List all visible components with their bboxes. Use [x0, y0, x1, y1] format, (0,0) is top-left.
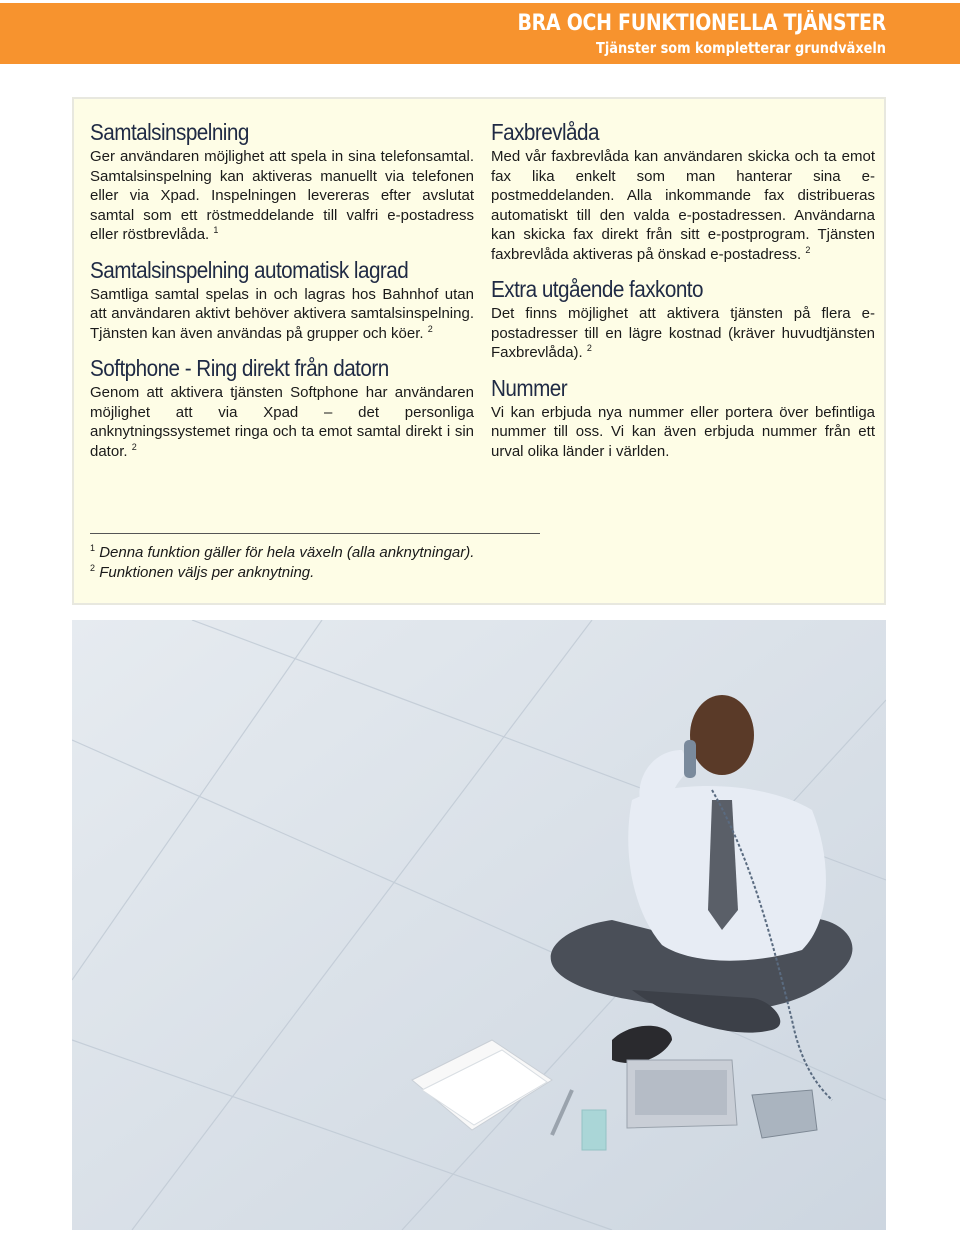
section-extra-faxkonto [491, 274, 875, 363]
footnotes [90, 533, 790, 583]
footnote-1: $^1$ Denna funktion gäller för hela växeln (alla anknytningar). [90, 543, 475, 561]
footnote-ref: 2 [131, 441, 137, 452]
section-body: Genom att aktivera tjänsten Softphone har användaren möjlighet att via Xpad – det personliga anknytningssystemet ringa och ta emot samtal direkt i sin dator. $^2$ [90, 384, 474, 460]
section-body: Samtliga samtal spelas in och lagras hos Bahnhof utan att användaren aktivt behöver aktivera samtalsinspelning. Tjänsten kan även användas på grupper och köer. $^2$ [90, 285, 474, 342]
left-column [90, 117, 474, 471]
section-title: Samtalsinspelning automatisk lagrad [90, 256, 409, 283]
page-subtitle: Tjänster som kompletterar grundväxeln [596, 39, 886, 57]
section-body: Det finns möjlighet att aktivera tjänsten på flera e-postadresser till en lägre kostnad (kräver huvudtjänsten Faxbrevlåda). $^2$ [491, 305, 875, 361]
footnote-ref: 1 [213, 225, 219, 235]
right-column [491, 117, 875, 471]
section-title: Softphone - Ring direkt från datorn [90, 355, 389, 381]
header-banner [0, 3, 960, 64]
section-title: Faxbrevlåda [491, 119, 599, 145]
section-title: Samtalsinspelning [90, 119, 249, 145]
footnote-ref: 2 [805, 244, 811, 255]
section-body: Med vår faxbrevlåda kan användaren skicka och ta emot fax lika enkelt som man hanterar sina e-postmeddelanden. Alla inkommande fax distribueras automatiskt till den valda e-postadressen. Användarna kan skicka fax direkt från sitt e-postprogram. Tjänsten faxbrevlåda aktiveras på önskad e-postadress. $^2$ [491, 148, 875, 263]
footnote-divider [90, 533, 540, 534]
section-nummer [491, 373, 875, 462]
services-panel [72, 97, 886, 605]
page-title: BRA OCH FUNKTIONELLA TJÄNSTER [517, 11, 886, 36]
section-title: Extra utgående faxkonto [491, 276, 703, 302]
businessman-on-phone-photo [72, 620, 886, 1230]
section-body: Ger användaren möjlighet att spela in sina telefonsamtal. Samtalsinspelning kan aktiveras manuellt via telefonen eller via Xpad. Inspelningen levereras efter avslutat samtal som ett röstmeddelande till valfri e-postadress eller röstbrevlåda. $^1$ [90, 148, 474, 243]
section-title: Nummer [491, 374, 568, 401]
section-samtalsinspelning-automatisk [90, 255, 474, 344]
section-samtalsinspelning [90, 117, 474, 245]
section-body: Vi kan erbjuda nya nummer eller portera över befintliga nummer till oss. Vi kan även erbjuda nummer från ett urval olika länder i världen. [491, 403, 875, 460]
footnote-2: $^2$ Funktionen väljs per anknytning. [90, 563, 315, 581]
section-softphone [90, 353, 474, 461]
footnote-ref: 2 [427, 323, 433, 334]
footnote-ref: 2 [586, 343, 592, 353]
section-faxbrevlada [491, 117, 875, 264]
